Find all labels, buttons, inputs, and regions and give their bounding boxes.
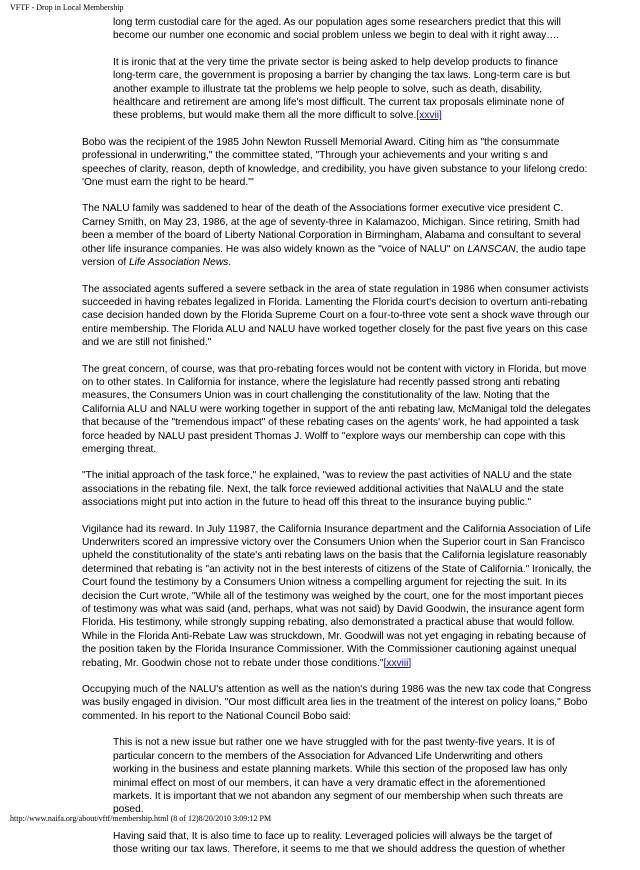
page-header: VFTF - Drop in Local Membership xyxy=(10,3,124,12)
block-quote-top xyxy=(113,16,572,123)
lanscan-title: LANSCAN xyxy=(467,243,516,255)
paragraph-text: The NALU family was saddened to hear of the death of the Associations former executive vice president C. Carney Smith, on May 23, 1986, at the age of seventy-three in Kalamazoo, Michigan. Since retiring, Smith had been a member of the board of Liberty National Corporation in Birmingham, Alabama and consultant to several other life insurance companies. He was also widely known as the "voice of NALU" on xyxy=(82,203,581,255)
life-association-news-title: Life Association News xyxy=(129,257,229,269)
quote-paragraph xyxy=(113,56,572,123)
footnote-link-xxviii[interactable]: [xxviii] xyxy=(383,657,412,669)
quote-text: It is ironic that at the very time the private sector is being asked to help develop products to finance long-term care, the government is proposing a barrier by changing the tax laws. Long-term care is but another example to illustrate tat the problems we help people to solve, such as death, disability, healthcare and retirement are among life's most difficult. The current tax proposals eliminate none of these problems, but would make them all the more difficult to solve. xyxy=(113,56,570,122)
article-body xyxy=(82,16,594,870)
quote-paragraph: long term custodial care for the aged. As our population ages some researchers predict that this will become our number one economic and social problem unless we begin to deal with it right away…. xyxy=(113,17,561,42)
paragraph-task-force: "The initial approach of the task force," he explained, "was to review the past activities of NALU and the state associations in the rebating file. Next, the talk force reviewed additional activities that Na\ALU and the state associations might put into action in the future to head off this threat to the insurance buying public." xyxy=(82,470,572,509)
block-quote-bottom xyxy=(113,736,572,856)
paragraph-tax-code: Occupying much of the NALU's attention as well as the nation's during 1986 was the new tax code that Congress was busily engaged in division. "Our most difficult area lies in the treatment of the interest on policy loans," Bobo commented. In his report to the National Council Bobo said: xyxy=(82,684,592,722)
quote-paragraph: Having said that, It is also time to face up to reality. Leveraged policies will always be the target of those writing our tax laws. Therefore, it seems to me that we should address the question of whether xyxy=(113,830,566,856)
paragraph-text: Vigilance had its reward. In July 11987, the California Insurance department and the California Association of Life Underwriters scored an impressive victory over the Consumers Union when the Superior court in San Francisco upheld the constitutionality of the state's anti rebating laws on the basis that the California legislature reasonably determined that rebating is "an activity not in the best interests of citizens of the State of California." Ironically, the Court found the testimony by a Consumers Union witness a compelling argument for rejecting the suit. In its decision the Curt wrote, "While all of the testimony was weighed by the court, one for the most important pieces of testimony was what was said (and, perhaps, what was not said) by David Goodwin, the insurance agent form Florida. His testimony, while strongly supping rebating, also demonstrated a practical abuse that would follow. While in the Florida Anti-Rebate Law was struckdown, Mr. Goodwill was not yet engaging in rebating because of the position taken by the Florida Insurance Commissioner. With the Commissioner cautioning against unequal rebating, Mr. Goodwin chose not to rebate under those conditions." xyxy=(82,523,592,669)
footnote-link-xxvii[interactable]: [xxvii] xyxy=(416,110,442,122)
page-footer-url: http://www.naifa.org/about/vftf/membership.html (8 of 12)8/20/2010 3:09:12 PM xyxy=(10,814,272,823)
paragraph-text: , the audio tape version of xyxy=(82,243,586,269)
paragraph-florida: The associated agents suffered a severe setback in the area of state regulation in 1986 when consumer activists succeeded in having rebates legalized in Florida. Lamenting the Florida court's decision to overturn anti-rebating case decision handed down by the Florida Supreme Court on a four-to-three vote sent a shock wave through our entire membership. The Florida ALU and NALU have worked together closely for the past five years on this case and we are still not finished." xyxy=(82,283,590,349)
paragraph-carney-smith xyxy=(82,202,594,269)
paragraph-vigilance xyxy=(82,523,594,670)
paragraph-bobo-award: Bobo was the recipient of the 1985 John Newton Russell Memorial Award. Citing him as "the consummate professional in underwriting," the committee stated, "Through your achievements and your writing s and speeches of clarity, reason, depth of knowledge, and credibility, you have given substance to your lifelong credo: 'One must earn the right to be heard.'" xyxy=(82,136,588,189)
paragraph-concern: The great concern, of course, was that pro-rebating forces would not be content with victory in Florida, but move on to other states. In California for instance, where the legislature had recently passed strong anti rebating measures, the Consumers Union was in court challenging the constitutionality of the law. Noting that the California ALU and NALU were working together in support of the anti rebating law, McManigal told the delegates that because of the "tremendous impact" of these rebating cases on the agents' work, he had appointed a task force headed by NALU past president Thomas J. Wolff to "explore ways our membership can cope with this emerging threat. xyxy=(82,363,591,455)
paragraph-text: . xyxy=(228,257,232,269)
quote-paragraph: This is not a new issue but rather one we have struggled with for the past twenty-five years. It is of particular concern to the members of the Association for Advanced Life Underwriting and others working in the business and estate planning markets. While this section of the proposed law has only minimal effect on most of our members, it can have a very dramatic effect in the aforementioned markets. It is important that we not abandon any segment of our membership when such threats are posed. xyxy=(113,737,568,816)
